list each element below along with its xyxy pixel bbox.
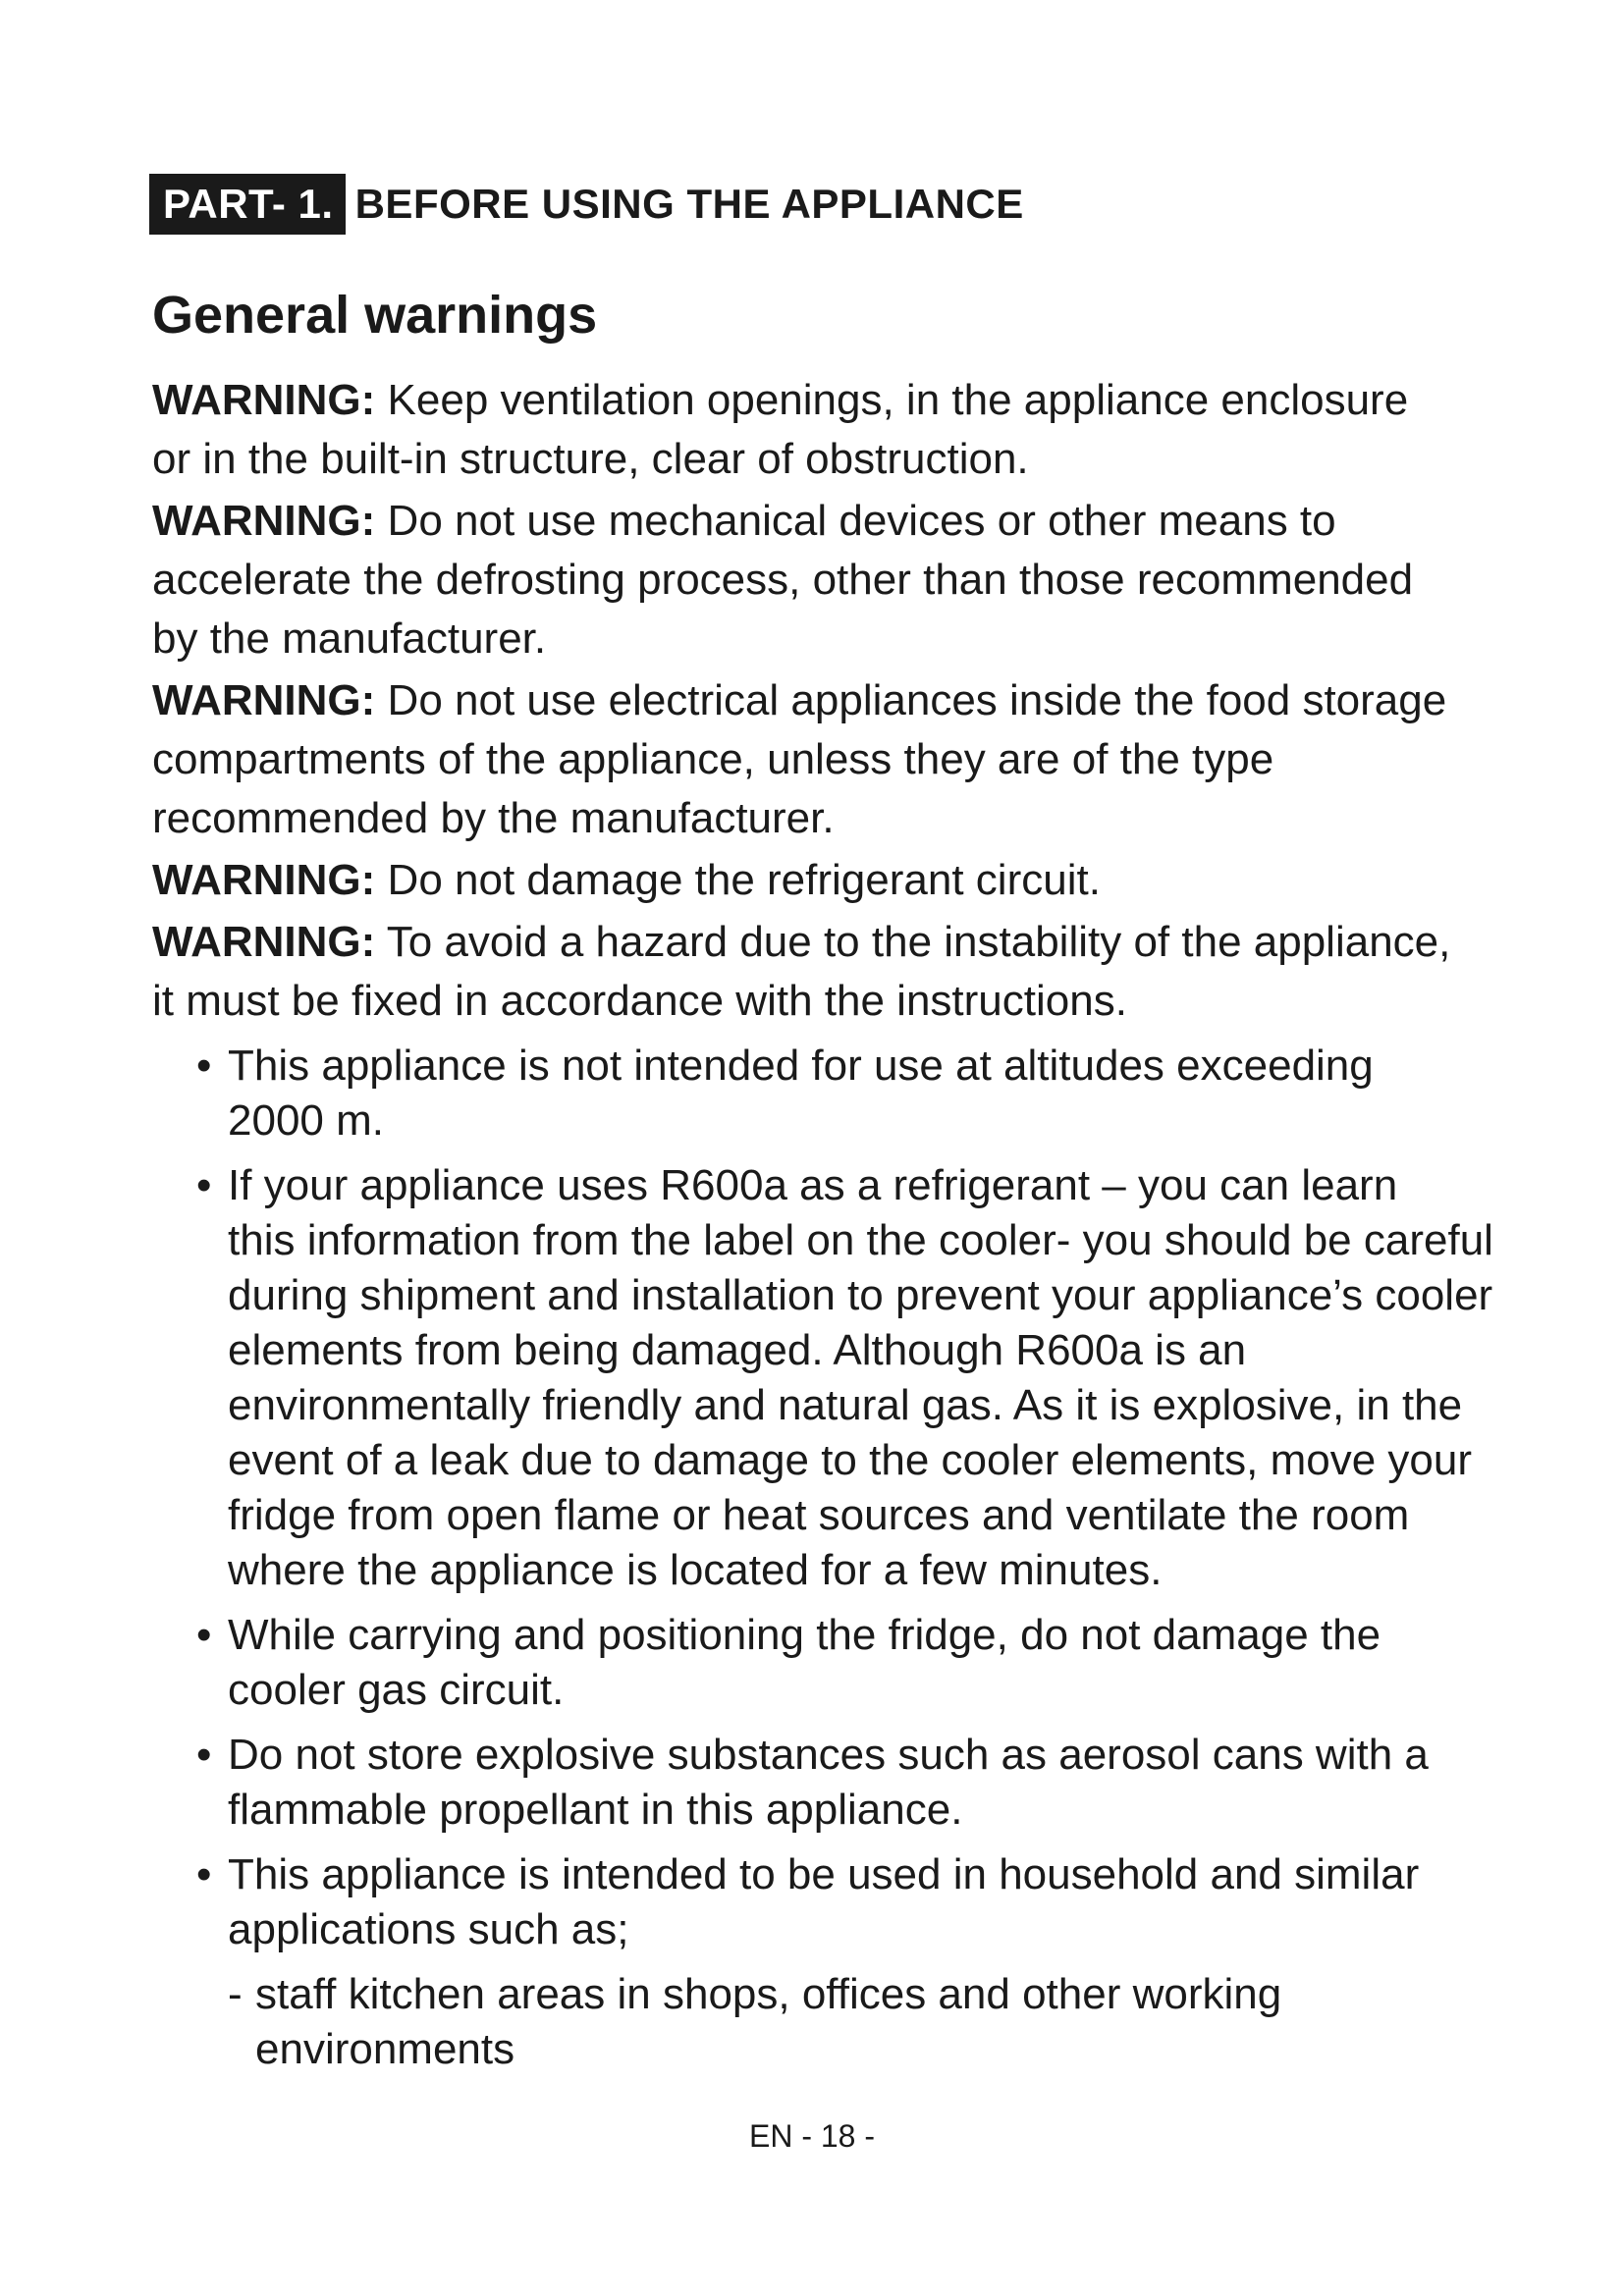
bullet-line: elements from being damaged. Although R600a is an [228, 1326, 1247, 1374]
warning-text: To avoid a hazard due to the instability of the appliance, [386, 918, 1451, 966]
warning-label: WARNING: [152, 376, 376, 424]
bullet-line: during shipment and installation to prevent your appliance’s cooler [228, 1271, 1493, 1319]
bullet-list [196, 1039, 1624, 2077]
warning-line [152, 671, 1596, 730]
warning-line [152, 430, 1596, 489]
warning-line [152, 610, 1596, 668]
bullet-dot-icon: • [196, 1161, 212, 1209]
bullet-line: This appliance is not intended for use at altitudes exceeding [228, 1041, 1374, 1090]
warning-paragraph [152, 913, 1596, 1031]
warning-line [152, 371, 1596, 430]
dash-item [196, 1967, 1624, 2077]
bullet-line: Do not store explosive substances such as aerosol cans with a [228, 1731, 1429, 1779]
warning-label: WARNING: [152, 676, 376, 724]
warning-line [152, 730, 1596, 789]
bullet-line: this information from the label on the cooler- you should be careful [228, 1216, 1493, 1264]
warning-text: Do not damage the refrigerant circuit. [387, 856, 1101, 904]
bullet-item [196, 1039, 1624, 1148]
part-title: BEFORE USING THE APPLIANCE [354, 181, 1024, 227]
warning-text: Do not use mechanical devices or other means to [387, 497, 1336, 545]
warning-paragraph [152, 371, 1596, 489]
part-badge: PART- 1. [149, 174, 346, 235]
section-title: General warnings [152, 286, 598, 345]
warning-text: it must be fixed in accordance with the instructions. [152, 977, 1127, 1025]
bullet-dot-icon: • [196, 1850, 212, 1898]
warning-text: or in the built-in structure, clear of obstruction. [152, 435, 1029, 483]
part-header [149, 174, 1024, 235]
bullet-line: where the appliance is located for a few minutes. [228, 1546, 1163, 1594]
bullet-item [196, 1728, 1624, 1838]
warning-line [152, 851, 1596, 910]
warning-text: recommended by the manufacturer. [152, 794, 835, 842]
bullet-line: flammable propellant in this appliance. [228, 1786, 963, 1834]
bullet-item [196, 1158, 1624, 1598]
bullet-item [196, 1608, 1624, 1718]
warning-line [152, 492, 1596, 551]
warning-line [152, 789, 1596, 848]
bullet-line: cooler gas circuit. [228, 1666, 565, 1714]
warning-text: by the manufacturer. [152, 614, 547, 663]
warnings-list [152, 371, 1596, 1034]
warning-text: accelerate the defrosting process, other than those recommended [152, 556, 1414, 604]
warning-paragraph [152, 851, 1596, 910]
warning-line [152, 551, 1596, 610]
bullet-line: environmentally friendly and natural gas. As it is explosive, in the [228, 1381, 1463, 1429]
bullet-dot-icon: • [196, 1731, 212, 1779]
warning-text: Keep ventilation openings, in the appliance enclosure [387, 376, 1409, 424]
bullet-dot-icon: • [196, 1611, 212, 1659]
bullet-line: While carrying and positioning the fridge, do not damage the [228, 1611, 1381, 1659]
bullet-line: applications such as; [228, 1905, 629, 1953]
warning-paragraph [152, 492, 1596, 668]
dash-marker: - [228, 1970, 243, 2018]
bullet-line: 2000 m. [228, 1096, 384, 1145]
bullet-line: If your appliance uses R600a as a refrigerant – you can learn [228, 1161, 1398, 1209]
warning-label: WARNING: [152, 918, 376, 966]
warning-paragraph [152, 671, 1596, 848]
bullet-line: This appliance is intended to be used in household and similar [228, 1850, 1420, 1898]
bullet-dot-icon: • [196, 1041, 212, 1090]
dash-line: environments [255, 2025, 515, 2073]
bullet-line: event of a leak due to damage to the cooler elements, move your [228, 1436, 1472, 1484]
warning-text: compartments of the appliance, unless they are of the type [152, 735, 1274, 783]
warning-text: Do not use electrical appliances inside the food storage [387, 676, 1447, 724]
bullet-item [196, 1847, 1624, 1957]
page-footer: EN - 18 - [748, 2118, 876, 2154]
warning-label: WARNING: [152, 497, 376, 545]
warning-label: WARNING: [152, 856, 376, 904]
warning-line [152, 972, 1596, 1031]
bullet-line: fridge from open flame or heat sources and ventilate the room [228, 1491, 1410, 1539]
dash-line: staff kitchen areas in shops, offices and other working [255, 1970, 1282, 2018]
warning-line [152, 913, 1596, 972]
